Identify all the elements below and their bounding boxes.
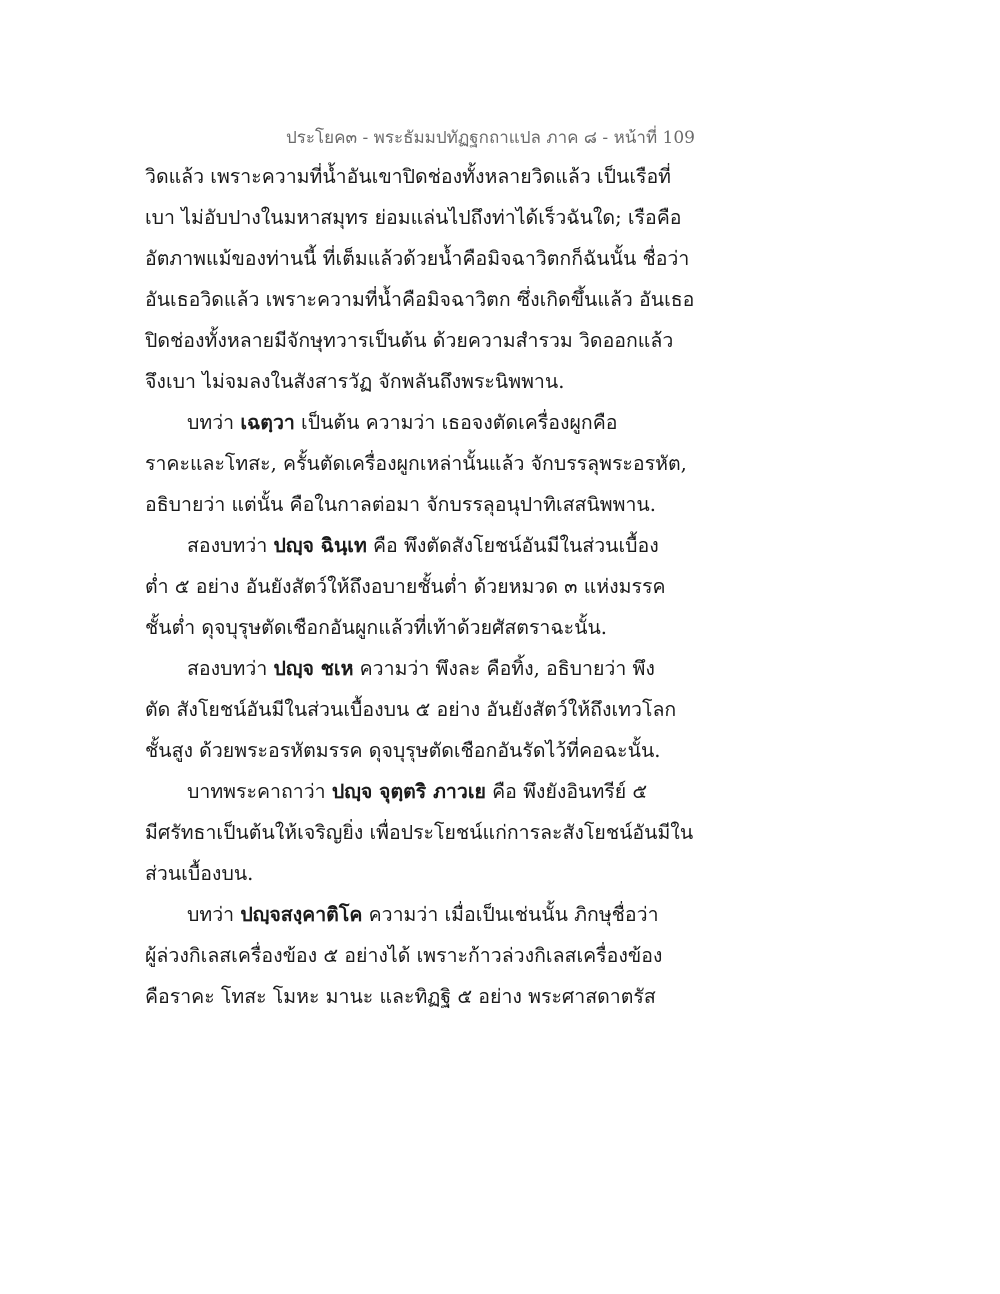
text-line — [145, 976, 685, 1017]
bold-term: ปญฺจสงฺคาติโค — [240, 903, 363, 926]
text-line — [145, 607, 685, 648]
text-segment: สองบทว่า — [187, 657, 274, 680]
text-segment: ชั้นสูง ด้วยพระอรหัตมรรค ดุจบุรุษตัดเชือกอันรัดไว้ที่คอฉะนั้น. — [145, 739, 661, 762]
text-line — [145, 156, 685, 197]
text-segment: บทว่า — [187, 411, 241, 434]
text-line — [145, 361, 685, 402]
text-segment: ราคะและโทสะ, ครั้นตัดเครื่องผูกเหล่านั้นแล้ว จักบรรลุพระอรหัต, — [145, 452, 687, 475]
text-line — [145, 197, 685, 238]
text-line — [145, 525, 685, 566]
text-line — [145, 443, 685, 484]
text-line — [145, 935, 685, 976]
text-segment: คือ พึงยังอินทรีย์ ๕ — [485, 780, 648, 803]
text-segment: ผู้ล่วงกิเลสเครื่องข้อง ๕ อย่างได้ เพราะก้าวล่วงกิเลสเครื่องข้อง — [145, 944, 663, 967]
text-line — [145, 730, 685, 771]
text-line — [145, 484, 685, 525]
text-line — [145, 238, 690, 279]
bold-term: เฉตฺวา — [240, 411, 295, 434]
text-line — [145, 279, 695, 320]
text-segment: คือ พึงตัดสังโยชน์อันมีในส่วนเบื้อง — [366, 534, 659, 557]
text-line — [145, 894, 685, 935]
text-segment: ชั้นต่ำ ดุจบุรุษตัดเชือกอันผูกแล้วที่เท้าด้วยศัสตราฉะนั้น. — [145, 616, 608, 639]
text-line — [145, 648, 685, 689]
text-line — [145, 853, 685, 894]
text-segment: อันเธอวิดแล้ว เพราะความที่น้ำคือมิจฉาวิตก ซึ่งเกิดขึ้นแล้ว อันเธอ — [145, 288, 695, 311]
running-header: ประโยค๓ - พระธัมมปทัฏฐกถาแปล ภาค ๘ - หน้าที่ 109 — [285, 128, 695, 148]
bold-term: ปญฺจ ชเห — [273, 657, 354, 680]
text-segment: สองบทว่า — [187, 534, 274, 557]
text-line — [145, 566, 685, 607]
text-line — [145, 402, 685, 443]
text-segment: จึงเบา ไม่จมลงในสังสารวัฏ จักพลันถึงพระนิพพาน. — [145, 370, 565, 393]
body-text — [145, 156, 695, 1017]
text-segment: บาทพระคาถาว่า — [187, 780, 332, 803]
text-segment: มีศรัทธาเป็นต้นให้เจริญยิ่ง เพื่อประโยชน์แก่การละสังโยชน์อันมีใน — [145, 821, 694, 844]
text-segment: ปิดช่องทั้งหลายมีจักษุทวารเป็นต้น ด้วยความสำรวม วิดออกแล้ว — [145, 329, 674, 352]
bold-term: ปญฺจ จุตฺตริ ภาวเย — [331, 780, 486, 803]
text-line — [145, 812, 694, 853]
text-line — [145, 689, 685, 730]
text-segment: อธิบายว่า แต่นั้น คือในกาลต่อมา จักบรรลุอนุปาทิเสสนิพพาน. — [145, 493, 656, 516]
text-segment: บทว่า — [187, 903, 241, 926]
text-segment: ความว่า พึงละ คือทิ้ง, อธิบายว่า พึง — [353, 657, 655, 680]
text-segment: วิดแล้ว เพราะความที่น้ำอันเขาปิดช่องทั้งหลายวิดแล้ว เป็นเรือที่ — [145, 165, 672, 188]
text-segment: อัตภาพแม้ของท่านนี้ ที่เต็มแล้วด้วยน้ำคือมิจฉาวิตกก็ฉันนั้น ชื่อว่า — [145, 247, 690, 270]
text-line — [145, 320, 685, 361]
bold-term: ปญฺจ ฉินฺเท — [273, 534, 367, 557]
text-line — [145, 771, 685, 812]
text-segment: ความว่า เมื่อเป็นเช่นนั้น ภิกษุชื่อว่า — [362, 903, 659, 926]
text-segment: ต่ำ ๕ อย่าง อันยังสัตว์ให้ถึงอบายชั้นต่ำ ด้วยหมวด ๓ แห่งมรรค — [145, 575, 666, 598]
text-segment: ตัด สังโยชน์อันมีในส่วนเบื้องบน ๕ อย่าง อันยังสัตว์ให้ถึงเทวโลก — [145, 698, 677, 721]
text-segment: คือราคะ โทสะ โมหะ มานะ และทิฏฐิ ๕ อย่าง พระศาสดาตรัส — [145, 985, 656, 1008]
text-segment: เป็นต้น ความว่า เธอจงตัดเครื่องผูกคือ — [294, 411, 618, 434]
text-segment: เบา ไม่อับปางในมหาสมุทร ย่อมแล่นไปถึงท่าได้เร็วฉันใด; เรือคือ — [145, 206, 682, 229]
text-segment: ส่วนเบื้องบน. — [145, 862, 254, 885]
